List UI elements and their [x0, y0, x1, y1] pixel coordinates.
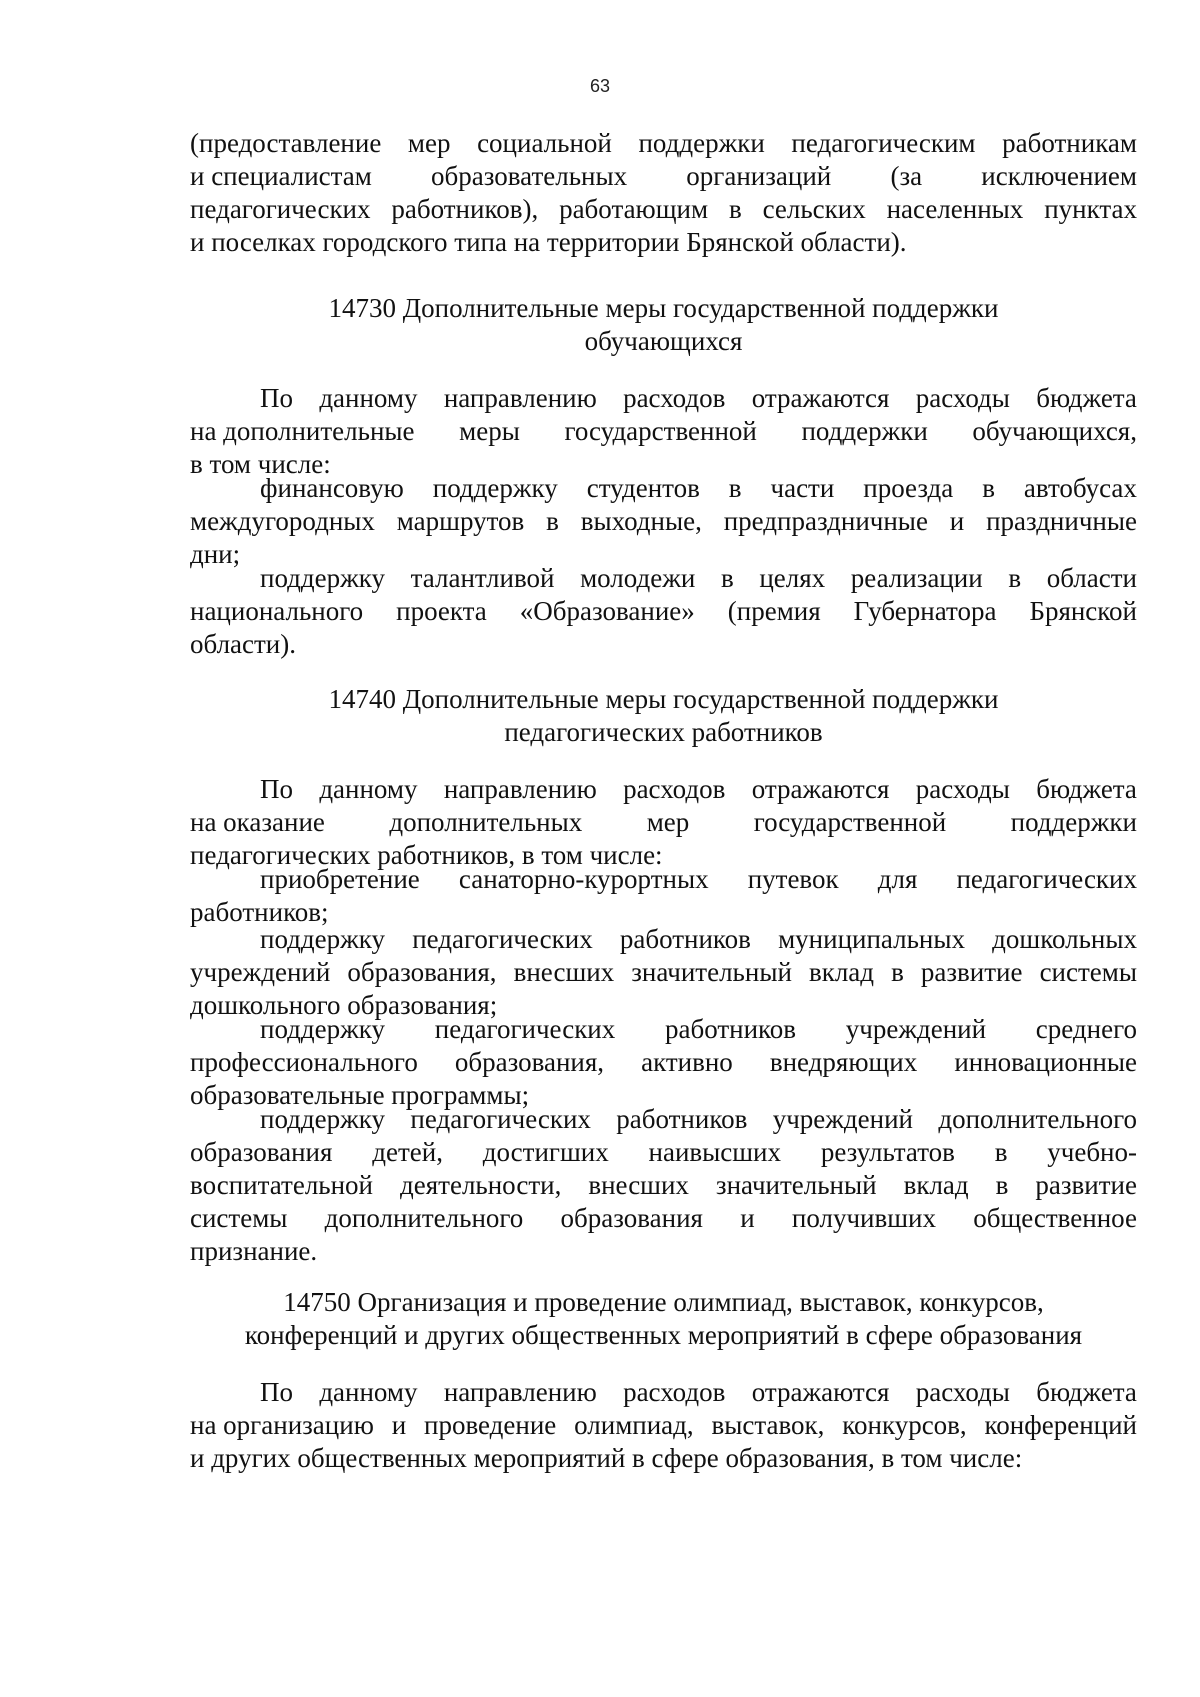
word: поддержки [1010, 807, 1137, 837]
word: вклад [903, 1170, 969, 1200]
page-number: 63 [589, 76, 611, 96]
word: внедряющих [769, 1047, 918, 1077]
word: расходов [623, 1377, 726, 1407]
word: бюджета [1036, 383, 1137, 413]
word: работающим [559, 194, 709, 224]
heading-line: конференций и других общественных мероприятий в сфере образования [244, 1320, 1083, 1350]
list-item-additional-education [190, 1103, 1137, 1268]
word: профессионального [190, 1047, 418, 1077]
word: национального [190, 596, 364, 626]
word: пунктах [1044, 194, 1137, 224]
word: направлению [443, 1377, 597, 1407]
word: сельских [762, 194, 866, 224]
heading-line: 14750 Организация и проведение олимпиад, выставок, конкурсов, [283, 1287, 1044, 1317]
word: проведение [424, 1410, 557, 1440]
word: и [740, 1203, 755, 1233]
word: конкурсов, [842, 1410, 967, 1440]
word: поддержку [260, 563, 386, 593]
word: учреждений [845, 1014, 987, 1044]
word: маршрутов [396, 506, 525, 536]
word: работников [619, 924, 751, 954]
text-line: области). [190, 629, 296, 659]
word: результатов [820, 1137, 955, 1167]
word: в [1008, 563, 1022, 593]
word: педагогических [956, 864, 1137, 894]
word: образования, [347, 957, 497, 987]
word: поддержку [260, 1104, 386, 1134]
text-line: образовательные программы; [190, 1080, 530, 1110]
word: дошкольных [992, 924, 1137, 954]
text-line: и других общественных мероприятий в сфере образования, в том числе: [190, 1443, 1023, 1473]
word: в [546, 506, 559, 536]
word: отражаются [751, 774, 890, 804]
word: системы [1039, 957, 1137, 987]
word: наивысших [648, 1137, 782, 1167]
text-line [190, 472, 1137, 505]
word: реализации [850, 563, 983, 593]
word: в [982, 473, 995, 503]
word: междугородных [190, 506, 375, 536]
text-line: и поселках городского типа на территории Брянской области). [190, 227, 907, 257]
text-line [190, 562, 1137, 595]
text-line [190, 160, 1137, 193]
heading-line: обучающихся [584, 326, 743, 356]
word: в [728, 194, 742, 224]
word: расходов [623, 383, 726, 413]
text-line [190, 773, 1137, 806]
word: дополнительного [324, 1203, 524, 1233]
heading-line: 14730 Дополнительные меры государственной поддержки [328, 293, 999, 323]
word: в [995, 1170, 1009, 1200]
text-line [190, 863, 1137, 896]
text-line [190, 415, 1137, 448]
list-item-students [190, 472, 1137, 571]
word: образования [560, 1203, 703, 1233]
text-line [190, 1103, 1137, 1136]
word: педагогическим [791, 128, 976, 158]
word: бюджета [1036, 1377, 1137, 1407]
word: дополнительных [389, 807, 583, 837]
word: (предоставление [190, 128, 382, 158]
text-line: дни; [190, 539, 241, 569]
list-item-talented-youth [190, 562, 1137, 661]
text-line [190, 1013, 1137, 1046]
word: данному [319, 1377, 418, 1407]
word: государственной [753, 807, 947, 837]
word: образовательных [431, 161, 628, 191]
text-line: дошкольного образования; [190, 990, 498, 1020]
heading-line: педагогических работников [504, 717, 823, 747]
text-line: работников; [190, 897, 329, 927]
text-line [190, 1046, 1137, 1079]
word: деятельности, [400, 1170, 562, 1200]
word: выставок, [711, 1410, 825, 1440]
word: в [891, 957, 904, 987]
text-line [190, 505, 1137, 538]
word: педагогических [412, 924, 593, 954]
word: «Образование» [519, 596, 695, 626]
word: населенных [886, 194, 1024, 224]
word: Губернатора [853, 596, 997, 626]
word: образования, [454, 1047, 605, 1077]
word: По [260, 774, 293, 804]
word: (за [890, 161, 923, 191]
word: талантливой [410, 563, 555, 593]
word: исключением [981, 161, 1137, 191]
word: праздничные [986, 506, 1137, 536]
word: путевок [747, 864, 839, 894]
word: выходные, [580, 506, 702, 536]
word: и специалистам [190, 161, 372, 191]
word: данному [319, 383, 418, 413]
word: учреждений [190, 957, 331, 987]
word: (премия [727, 596, 821, 626]
word: системы [190, 1203, 288, 1233]
text-line [190, 595, 1137, 628]
word: меры [459, 416, 520, 446]
word: в [720, 563, 734, 593]
word: в [728, 473, 742, 503]
word: расходы [915, 383, 1010, 413]
word: работников), [391, 194, 539, 224]
word: и [949, 506, 965, 536]
heading-line: 14740 Дополнительные меры государственной поддержки [328, 684, 999, 714]
word: внесших [513, 957, 615, 987]
word: общественное [973, 1203, 1137, 1233]
text-line [190, 193, 1137, 226]
word: поддержку [260, 1014, 386, 1044]
word: отражаются [751, 383, 890, 413]
section-paragraph [190, 1376, 1137, 1475]
word: достигших [482, 1137, 609, 1167]
word: По [260, 1377, 293, 1407]
word: внесших [588, 1170, 689, 1200]
word: педагогических [190, 194, 371, 224]
word: проекта [396, 596, 487, 626]
word: направлению [443, 383, 597, 413]
word: на дополнительные [190, 416, 415, 446]
section-heading-14740 [190, 683, 1137, 749]
word: получивших [791, 1203, 936, 1233]
word: для [877, 864, 918, 894]
word: инновационные [954, 1047, 1137, 1077]
word: учебно- [1047, 1137, 1137, 1167]
word: расходы [915, 1377, 1010, 1407]
word: направлению [443, 774, 597, 804]
word: работников [616, 1104, 748, 1134]
text-line [190, 1376, 1137, 1409]
text-line [190, 127, 1137, 160]
word: образования [190, 1137, 333, 1167]
word: бюджета [1036, 774, 1137, 804]
word: молодежи [580, 563, 696, 593]
word: приобретение [260, 864, 420, 894]
text-line [190, 382, 1137, 415]
word: организаций [686, 161, 832, 191]
word: автобусах [1023, 473, 1137, 503]
word: расходов [623, 774, 726, 804]
word: поддержку [260, 924, 386, 954]
word: санаторно-курортных [458, 864, 709, 894]
word: развитие [920, 957, 1023, 987]
word: финансовую [260, 473, 404, 503]
text-line [190, 923, 1137, 956]
text-line [190, 1202, 1137, 1235]
text-line [190, 1169, 1137, 1202]
word: учреждений [772, 1104, 913, 1134]
word: среднего [1035, 1014, 1137, 1044]
text-line: в том числе: [190, 449, 331, 479]
word: поддержку [432, 473, 558, 503]
word: студентов [586, 473, 700, 503]
word: целях [759, 563, 826, 593]
word: данному [319, 774, 418, 804]
word: значительный [715, 1170, 877, 1200]
section-paragraph [190, 773, 1137, 872]
word: По [260, 383, 293, 413]
word: области [1046, 563, 1137, 593]
word: Брянской [1029, 596, 1137, 626]
text-line [190, 806, 1137, 839]
word: активно [641, 1047, 733, 1077]
word: дополнительного [938, 1104, 1137, 1134]
word: мер [646, 807, 690, 837]
word: развитие [1035, 1170, 1137, 1200]
word: государственной [564, 416, 757, 446]
word: социальной [477, 128, 612, 158]
word: значительный [631, 957, 792, 987]
word: педагогических [434, 1014, 616, 1044]
list-item-sanatorium [190, 863, 1137, 929]
word: части [770, 473, 835, 503]
word: детей, [372, 1137, 443, 1167]
word: расходы [915, 774, 1010, 804]
word: вклад [808, 957, 875, 987]
word: поддержки [801, 416, 928, 446]
list-item-vocational [190, 1013, 1137, 1112]
word: обучающихся, [972, 416, 1137, 446]
text-line [190, 956, 1137, 989]
word: предпраздничные [723, 506, 928, 536]
text-line [190, 1409, 1137, 1442]
text-line: признание. [190, 1236, 318, 1266]
word: на организацию [190, 1410, 374, 1440]
word: поддержки [638, 128, 765, 158]
word: и [391, 1410, 407, 1440]
word: конференций [984, 1410, 1137, 1440]
word: олимпиад, [574, 1410, 694, 1440]
list-item-preschool [190, 923, 1137, 1022]
word: воспитательной [190, 1170, 374, 1200]
section-heading-14750 [190, 1286, 1137, 1352]
word: работников [664, 1014, 797, 1044]
section-paragraph [190, 382, 1137, 481]
word: муниципальных [778, 924, 966, 954]
word: работникам [1002, 128, 1137, 158]
word: на оказание [190, 807, 325, 837]
word: проезда [863, 473, 954, 503]
intro-paragraph [190, 127, 1137, 259]
text-line: педагогических работников, в том числе: [190, 840, 663, 870]
word: педагогических [410, 1104, 591, 1134]
section-heading-14730 [190, 292, 1137, 358]
text-line [190, 1136, 1137, 1169]
word: в [994, 1137, 1008, 1167]
word: отражаются [751, 1377, 890, 1407]
word: мер [407, 128, 451, 158]
